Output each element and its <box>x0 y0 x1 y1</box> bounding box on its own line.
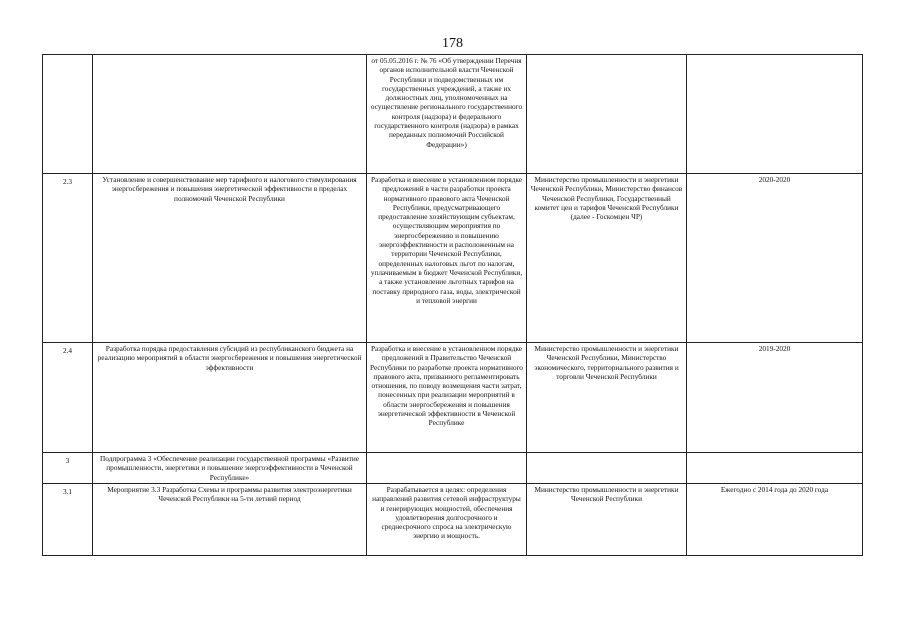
implementation-period: 2020-2020 <box>687 174 863 343</box>
implementation-period <box>687 55 863 174</box>
implementation-period: Ежегодно с 2014 года до 2020 года <box>687 484 863 556</box>
responsible-executor: Министерство промышленности и энергетики Чеченской Республики, Министерство экономического, территориального развития и торговли Чеченской Республики <box>527 343 687 453</box>
implementation-period <box>687 453 863 484</box>
row-number: 3.1 <box>43 484 93 556</box>
page-number: 178 <box>442 36 463 51</box>
measure-name <box>93 55 367 174</box>
measure-description: Разработка и внесение в установленном порядке предложений в части разработки проекта нормативного правового акта Чеченской Республики, предусматривающего предоставление хозяйствующим субъектам, осуществляющим мероприятия по энергосбережению и повышению энергоэффективности и расположенным на территории Чеченской Республики, определенных налоговых льгот по налогам, уплачиваемым в бюджет Чеченской Республики, а также установление льготных тарифов на поставку природного газа, воды, электрической и тепловой энергии <box>367 174 527 343</box>
measure-name: Установление и совершенствование мер тарифного и налогового стимулирования энергосбережения и повышения энергетической эффективности в пределах полномочий Чеченской Республики <box>93 174 367 343</box>
row-number <box>43 55 93 174</box>
table-row <box>43 174 863 343</box>
table-row <box>43 343 863 453</box>
measure-description: Разработка и внесение в установленном порядке предложений в Правительство Чеченской Республики по разработке проекта нормативного правового акта, призванного регламентировать отношения, по поводу возмещения части затрат, понесенных при реализации мероприятий в области энергосбережения и повышения энергетической эффективности в Чеченской Республике <box>367 343 527 453</box>
responsible-executor <box>527 453 687 484</box>
row-number: 2.4 <box>43 343 93 453</box>
row-number: 2.3 <box>43 174 93 343</box>
row-number: 3 <box>43 453 93 484</box>
measure-name: Разработка порядка предоставления субсидий из республиканского бюджета на реализацию мероприятий в области энергосбережения и повышения энергетической эффективности <box>93 343 367 453</box>
table-row <box>43 484 863 556</box>
measure-description: Разрабатывается в целях: определения направлений развития сетевой инфраструктуры и генерирующих мощностей, обеспечения удовлетворения долгосрочного и среднесрочного спроса на электрическую энергию и мощность. <box>367 484 527 556</box>
measure-description: от 05.05.2016 г. № 76 «Об утверждении Перечня органов исполнительной власти Чеченской Республики и подведомственных им государственных учреждений, а также их должностных лиц, уполномоченных на осуществление регионального государственного контроля (надзора) и федерального государственного контроля (надзора) в рамках переданных полномочий Российской Федерации») <box>367 55 527 174</box>
implementation-period: 2019-2020 <box>687 343 863 453</box>
measures-table <box>42 54 863 556</box>
measure-name: Мероприятие 3.3 Разработка Схемы и программы развития электроэнергетики Чеченской Республики на 5-ти летний период <box>93 484 367 556</box>
responsible-executor: Министерство промышленности и энергетики Чеченской Республики <box>527 484 687 556</box>
table-row <box>43 55 863 174</box>
responsible-executor <box>527 55 687 174</box>
responsible-executor: Министерство промышленности и энергетики Чеченской Республики, Министерство финансов Чеченской Республики, Государственный комитет цен и тарифов Чеченской Республики (далее - Госкомцен ЧР) <box>527 174 687 343</box>
table-row <box>43 453 863 484</box>
measure-name: Подпрограмма 3 «Обеспечение реализации государственной программы «Развитие промышленности, энергетики и повышение энергоэффективности в Чеченской Республике» <box>93 453 367 484</box>
measure-description <box>367 453 527 484</box>
